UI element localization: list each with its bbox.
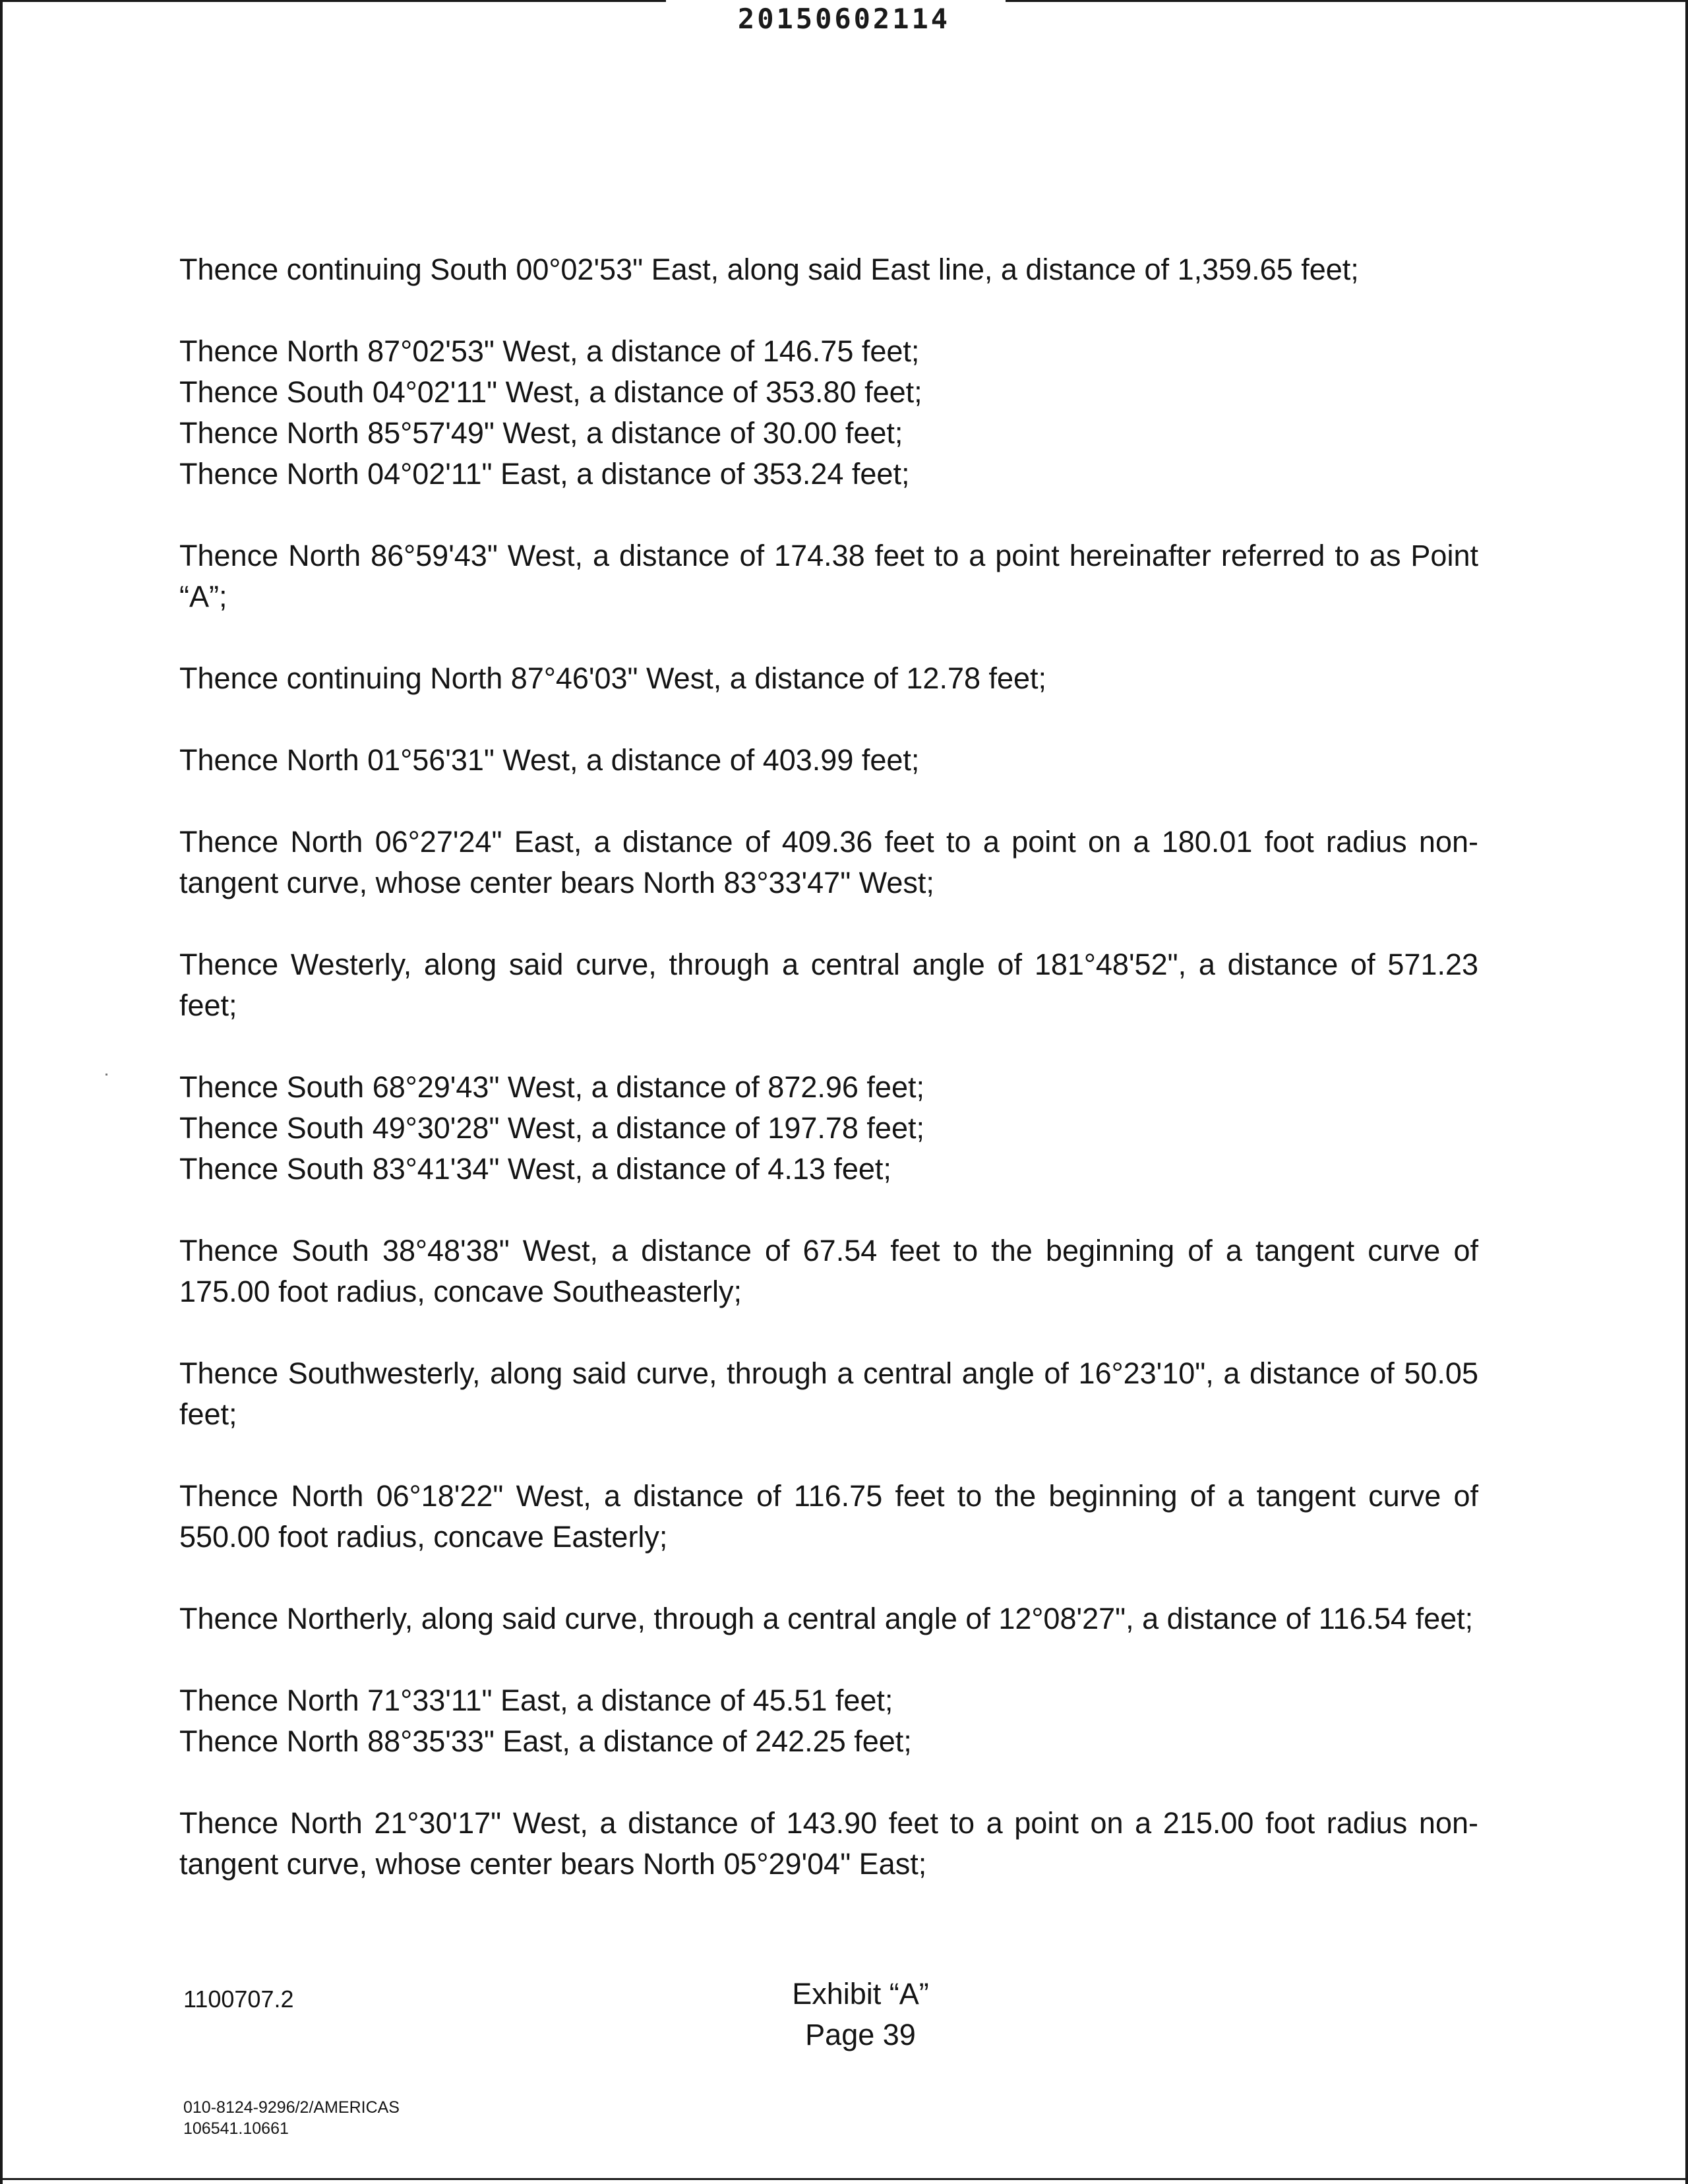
- scan-border-top-left: [0, 0, 666, 2]
- course-paragraph: [179, 1803, 1478, 1885]
- footer-reference-line-2: 106541.10661: [183, 2119, 289, 2138]
- course-line: Thence Northerly, along said curve, through a central angle of 12°08'27", a distance of 116.54 feet;: [179, 1602, 1474, 1635]
- footer-reference: [183, 2097, 400, 2139]
- footer-document-id: 1100707.2: [183, 1986, 294, 2013]
- footer-reference-line-1: 010-8124-9296/2/AMERICAS: [183, 2098, 400, 2117]
- course-line: Thence continuing North 87°46'03" West, a distance of 12.78 feet;: [179, 661, 1047, 695]
- page-number: Page 39: [805, 2018, 916, 2051]
- course-line: Thence South 68°29'43" West, a distance of 872.96 feet;: [179, 1070, 924, 1104]
- course-paragraph: [179, 249, 1478, 290]
- course-paragraph: [179, 658, 1478, 699]
- course-paragraph: [179, 1680, 1478, 1762]
- course-line: Thence North 71°33'11" East, a distance of 45.51 feet;: [179, 1684, 893, 1717]
- course-line: Thence South 83°41'34" West, a distance of 4.13 feet;: [179, 1152, 891, 1186]
- course-paragraph: [179, 535, 1478, 617]
- course-paragraph: [179, 1230, 1478, 1312]
- course-line: Thence South 38°48'38" West, a distance of 67.54 feet to the beginning of a tangent curve of 175.00 foot radius, concave Southeasterly;: [179, 1234, 1478, 1308]
- course-paragraph: [179, 740, 1478, 781]
- scan-border-bottom: [0, 2178, 1688, 2180]
- scan-border-right: [1685, 0, 1688, 2184]
- course-line: Thence North 01°56'31" West, a distance of 403.99 feet;: [179, 743, 920, 777]
- course-paragraph: [179, 1353, 1478, 1435]
- course-line: Thence North 87°02'53" West, a distance of 146.75 feet;: [179, 334, 920, 368]
- course-line: Thence South 49°30'28" West, a distance of 197.78 feet;: [179, 1111, 924, 1145]
- course-line: Thence North 86°59'43" West, a distance of 174.38 feet to a point hereinafter referred to as Point “A”;: [179, 539, 1478, 613]
- course-line: Thence North 88°35'33" East, a distance of 242.25 feet;: [179, 1724, 912, 1758]
- legal-description-body: [179, 249, 1478, 1926]
- course-line: Thence North 21°30'17" West, a distance of 143.90 feet to a point on a 215.00 foot radius non-tangent curve, whose center bears North 05°29'04" East;: [179, 1806, 1478, 1881]
- course-paragraph: [179, 944, 1478, 1026]
- document-number: 20150602114: [737, 3, 951, 35]
- course-line: Thence South 04°02'11" West, a distance of 353.80 feet;: [179, 375, 922, 409]
- course-paragraph: [179, 1598, 1478, 1639]
- course-line: Thence North 06°18'22" West, a distance of 116.75 feet to the beginning of a tangent curve of 550.00 foot radius, concave Easterly;: [179, 1479, 1478, 1554]
- course-line: Thence continuing South 00°02'53" East, along said East line, a distance of 1,359.65 feet;: [179, 253, 1359, 286]
- course-line: Thence Southwesterly, along said curve, through a central angle of 16°23'10", a distance of 50.05 feet;: [179, 1356, 1478, 1431]
- scan-speck: [106, 1074, 107, 1076]
- course-paragraph: [179, 1067, 1478, 1190]
- exhibit-label: Exhibit “A”: [792, 1977, 929, 2011]
- course-paragraph: [179, 822, 1478, 903]
- course-paragraph: [179, 331, 1478, 495]
- course-line: Thence Westerly, along said curve, through a central angle of 181°48'52", a distance of 571.23 feet;: [179, 948, 1478, 1022]
- scan-border-left: [0, 0, 3, 2184]
- course-line: Thence North 85°57'49" West, a distance of 30.00 feet;: [179, 416, 903, 450]
- footer-exhibit-block: [712, 1974, 1009, 2055]
- course-line: Thence North 04°02'11" East, a distance of 353.24 feet;: [179, 457, 910, 491]
- scan-border-top-right: [1006, 0, 1688, 2]
- course-line: Thence North 06°27'24" East, a distance of 409.36 feet to a point on a 180.01 foot radius non-tangent curve, whose center bears North 83°33'47" West;: [179, 825, 1478, 899]
- course-paragraph: [179, 1476, 1478, 1558]
